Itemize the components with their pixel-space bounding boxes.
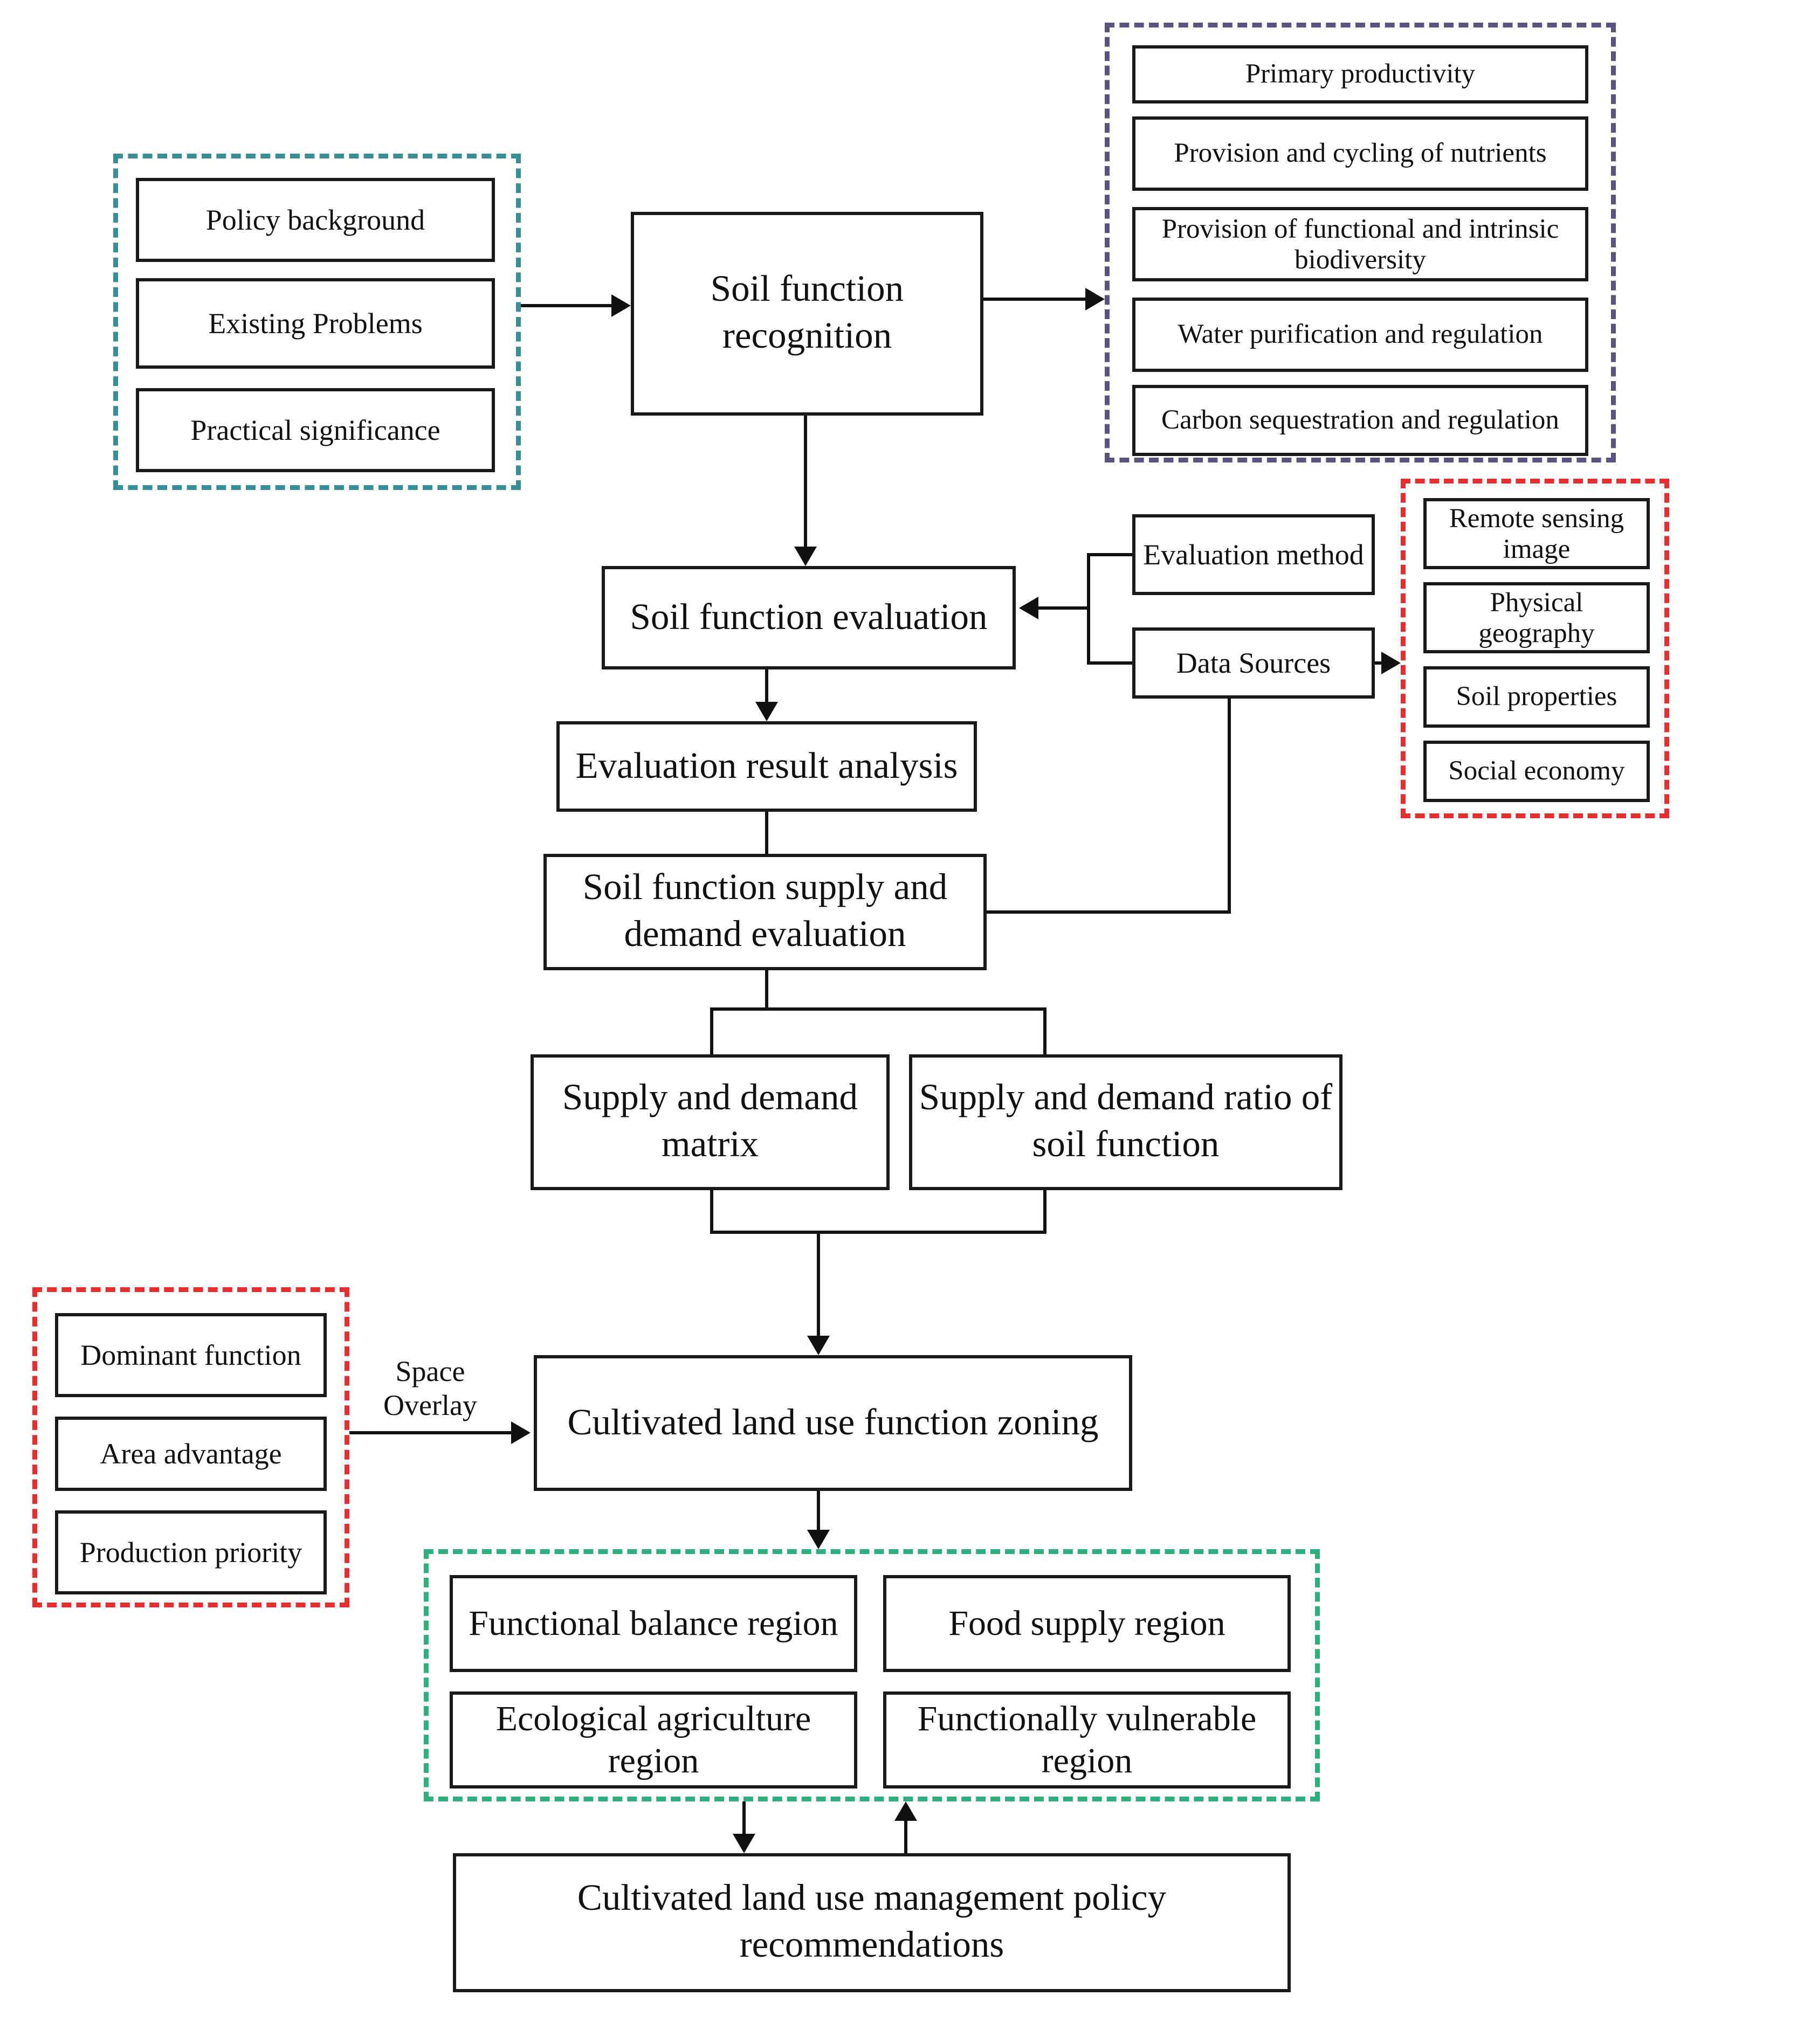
label-space-overlay: Space Overlay bbox=[383, 1355, 477, 1421]
arrowhead-down-icon bbox=[794, 547, 817, 566]
node-provision-biodiversity: Provision of functional and intrinsic biodiversity bbox=[1132, 207, 1588, 281]
arrowhead-down-icon bbox=[733, 1834, 755, 1853]
node-supply-demand-ratio: Supply and demand ratio of soil function bbox=[909, 1054, 1342, 1190]
node-social-economy: Social economy bbox=[1423, 741, 1650, 802]
arrowhead-right-icon bbox=[1085, 288, 1105, 310]
node-soil-function-evaluation: Soil function evaluation bbox=[602, 566, 1016, 669]
node-supply-demand-matrix: Supply and demand matrix bbox=[531, 1054, 890, 1190]
connector-sources-stub bbox=[1087, 661, 1132, 665]
connector-merge-left bbox=[710, 1190, 713, 1234]
connector-space-overlay bbox=[349, 1431, 514, 1434]
arrowhead-right-icon bbox=[611, 294, 631, 317]
node-cultivated-land-use-function-zoning: Cultivated land use function zoning bbox=[534, 1355, 1132, 1491]
connector-branch-bar bbox=[710, 1007, 1046, 1011]
node-carbon-sequestration: Carbon sequestration and regulation bbox=[1132, 385, 1588, 456]
node-production-priority: Production priority bbox=[55, 1510, 327, 1594]
connector-merge-down bbox=[817, 1231, 820, 1336]
node-soil-properties: Soil properties bbox=[1423, 666, 1650, 728]
node-functional-balance-region: Functional balance region bbox=[450, 1575, 857, 1672]
node-supply-demand-evaluation: Soil function supply and demand evaluation bbox=[543, 854, 987, 970]
node-policy-recommendations: Cultivated land use management policy recommendations bbox=[453, 1853, 1291, 1992]
node-functionally-vulnerable-region: Functionally vulnerable region bbox=[883, 1691, 1291, 1788]
connector-regions-to-policy bbox=[742, 1801, 746, 1837]
connector-policy-to-regions bbox=[904, 1818, 907, 1853]
node-remote-sensing-image: Remote sensing image bbox=[1423, 498, 1650, 569]
arrowhead-right-icon bbox=[511, 1421, 531, 1444]
node-existing-problems: Existing Problems bbox=[136, 278, 495, 369]
connector-recognition-to-evaluation bbox=[804, 416, 807, 550]
connector-merge-bar bbox=[710, 1231, 1046, 1234]
arrowhead-down-icon bbox=[807, 1530, 830, 1549]
connector-method-stub bbox=[1087, 553, 1132, 556]
node-practical-significance: Practical significance bbox=[136, 388, 495, 472]
connector-branch-left bbox=[710, 1007, 713, 1054]
arrowhead-down-icon bbox=[807, 1336, 830, 1355]
node-ecological-agriculture-region: Ecological agriculture region bbox=[450, 1691, 857, 1788]
node-evaluation-method: Evaluation method bbox=[1132, 514, 1375, 595]
node-data-sources: Data Sources bbox=[1132, 627, 1375, 699]
connector-sources-down bbox=[1228, 699, 1231, 914]
node-provision-cycling-nutrients: Provision and cycling of nutrients bbox=[1132, 116, 1588, 191]
node-dominant-function: Dominant function bbox=[55, 1313, 327, 1397]
connector-background-to-recognition bbox=[521, 304, 615, 307]
arrowhead-down-icon bbox=[755, 702, 778, 721]
node-soil-function-recognition: Soil function recognition bbox=[631, 212, 983, 416]
node-policy-background: Policy background bbox=[136, 178, 495, 262]
connector-sources-to-supplydemand bbox=[987, 910, 1231, 914]
connector-evaluation-to-result bbox=[765, 669, 768, 705]
connector-bracket-to-evaluation bbox=[1038, 606, 1090, 610]
node-physical-geography: Physical geography bbox=[1423, 582, 1650, 653]
node-primary-productivity: Primary productivity bbox=[1132, 45, 1588, 103]
connector-branch-right bbox=[1043, 1007, 1046, 1054]
node-food-supply-region: Food supply region bbox=[883, 1575, 1291, 1672]
connector-merge-right bbox=[1043, 1190, 1046, 1234]
connector-supplydemand-down bbox=[765, 970, 768, 1011]
arrowhead-left-icon bbox=[1019, 597, 1038, 619]
connector-zoning-to-regions bbox=[817, 1491, 820, 1533]
connector-recognition-to-functions bbox=[983, 298, 1087, 301]
node-water-purification: Water purification and regulation bbox=[1132, 298, 1588, 372]
node-area-advantage: Area advantage bbox=[55, 1417, 327, 1491]
node-evaluation-result-analysis: Evaluation result analysis bbox=[556, 721, 977, 812]
connector-result-to-supplydemand bbox=[765, 812, 768, 854]
arrowhead-right-icon bbox=[1381, 652, 1401, 674]
